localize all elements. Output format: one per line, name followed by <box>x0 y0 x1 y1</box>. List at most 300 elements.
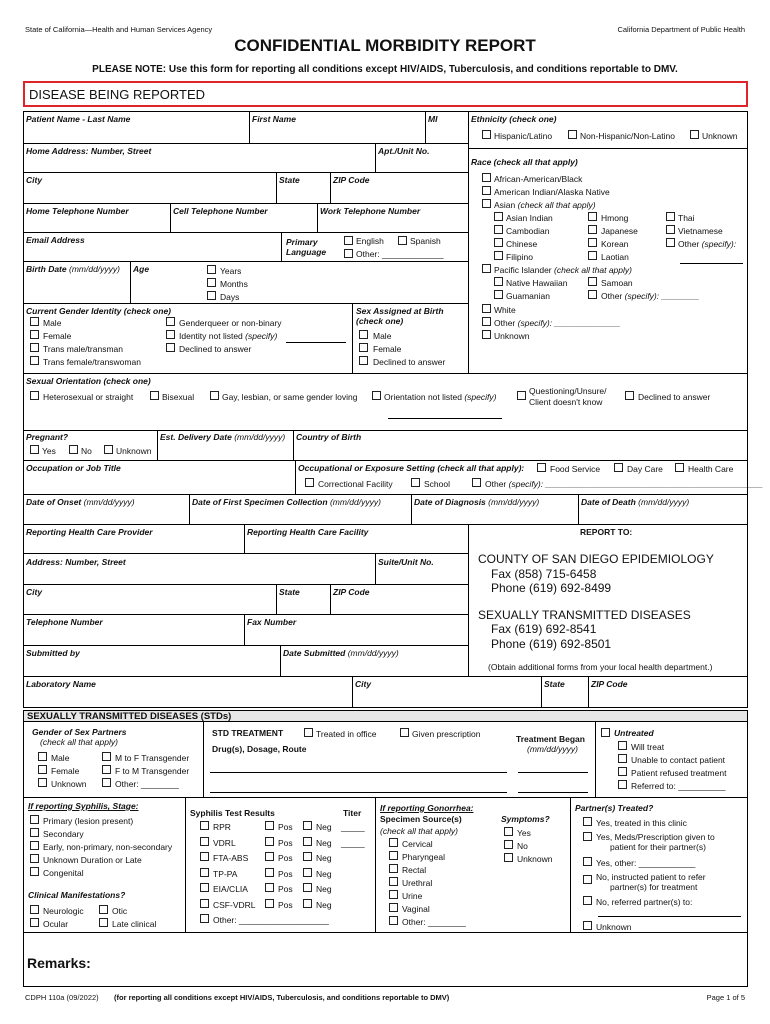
trans-female-checkbox[interactable] <box>30 356 39 365</box>
gonorrhea-label: If reporting Gonorrhea: <box>380 803 474 813</box>
rectal-checkbox[interactable] <box>389 864 398 873</box>
laotian-label: Laotian <box>601 252 629 262</box>
questioning-checkbox[interactable] <box>517 391 526 400</box>
cell-phone-label: Cell Telephone Number <box>173 206 268 216</box>
f-to-m-checkbox[interactable] <box>102 765 111 774</box>
english-label: English <box>356 236 384 246</box>
refused-label: Patient refused treatment <box>631 768 727 778</box>
race-other-text: Other <box>494 318 516 328</box>
rpr-pos-label: Pos <box>278 822 293 832</box>
pacific-islander-note: (check all that apply) <box>554 265 632 275</box>
lab-name-label: Laboratory Name <box>26 679 96 689</box>
orientation-not-listed-checkbox[interactable] <box>372 391 381 400</box>
onset-date-format: (mm/dd/yyyy) <box>83 497 135 507</box>
thai-checkbox[interactable] <box>666 212 675 221</box>
race-other-label <box>494 318 621 328</box>
questioning-label-2: Client doesn't know <box>529 397 603 407</box>
chinese-label: Chinese <box>506 239 538 249</box>
refused-checkbox[interactable] <box>618 767 627 776</box>
csf-vdrl-neg-checkbox[interactable] <box>303 899 312 908</box>
provider-label: Reporting Health Care Provider <box>26 527 153 537</box>
gender-declined-label: Declined to answer <box>179 344 252 354</box>
days-checkbox[interactable] <box>207 291 216 300</box>
non-hispanic-label: Non-Hispanic/Non-Latino <box>580 131 675 141</box>
partner-unknown-checkbox[interactable] <box>38 778 47 787</box>
vdrl-pos-label: Pos <box>278 837 293 848</box>
vdrl-titer-blank[interactable]: _____ <box>341 837 365 848</box>
symptoms-no-checkbox[interactable] <box>504 840 513 849</box>
orientation-label: Sexual Orientation (check one) <box>26 376 151 386</box>
provider-zip-label: ZIP Code <box>333 587 370 597</box>
facility-label: Reporting Health Care Facility <box>247 527 369 537</box>
rpr-titer-blank[interactable]: _____ <box>341 822 365 832</box>
pt-no-referred-checkbox[interactable] <box>583 896 592 905</box>
tp-pa-pos-label: Pos <box>278 868 293 879</box>
hispanic-label: Hispanic/Latino <box>494 131 553 141</box>
unable-contact-checkbox[interactable] <box>618 754 627 763</box>
unable-contact-label: Unable to contact patient <box>631 755 726 765</box>
days-label: Days <box>220 292 240 302</box>
vaginal-label: Vaginal <box>402 904 430 914</box>
partner-female-checkbox[interactable] <box>38 765 47 774</box>
genderqueer-label: Genderqueer or non-binary <box>179 318 282 328</box>
country-birth-label: Country of Birth <box>296 432 362 442</box>
birth-date-text: Birth Date <box>26 264 67 274</box>
drugs-label: Drug(s), Dosage, Route <box>212 744 307 754</box>
race-african-label: African-American/Black <box>494 174 583 184</box>
unknown-duration-checkbox[interactable] <box>30 854 39 863</box>
will-treat-checkbox[interactable] <box>618 741 627 750</box>
primary-checkbox[interactable] <box>30 815 39 824</box>
primary-language-label-2: Language <box>286 247 327 257</box>
race-label: Race (check all that apply) <box>471 157 578 167</box>
race-american-indian-label: American Indian/Alaska Native <box>494 187 610 197</box>
referred-label: Referred to: __________ <box>631 781 726 791</box>
genderqueer-checkbox[interactable] <box>166 317 175 326</box>
gender-identity-label: Current Gender Identity (check one) <box>26 306 171 316</box>
csf-vdrl-neg-label: Neg <box>316 899 332 910</box>
pi-other-label <box>601 291 699 301</box>
pt-yes-other-checkbox[interactable] <box>583 857 592 866</box>
diagnosis-date-text: Date of Diagnosis <box>414 497 486 507</box>
std-dept-fax: Fax (619) 692-8541 <box>491 622 597 636</box>
laotian-checkbox[interactable] <box>588 251 597 260</box>
treated-office-checkbox[interactable] <box>304 728 313 737</box>
gender-female-label: Female <box>43 331 72 341</box>
eia-clia-pos-checkbox[interactable] <box>265 883 274 892</box>
home-address-label: Home Address: Number, Street <box>26 146 152 156</box>
specimen-date-label <box>192 497 381 507</box>
identity-not-listed-specify: (specify) <box>245 331 278 341</box>
eia-clia-label: EIA/CLIA <box>213 884 248 894</box>
ethnicity-unknown-checkbox[interactable] <box>690 130 699 139</box>
neurologic-checkbox[interactable] <box>30 905 39 914</box>
samoan-label: Samoan <box>601 278 633 288</box>
page-number: Page 1 of 5 <box>706 993 745 1002</box>
tp-pa-neg-checkbox[interactable] <box>303 868 312 877</box>
partners-treated-label: Partner(s) Treated? <box>575 803 654 813</box>
untreated-checkbox[interactable] <box>601 728 610 737</box>
orientation-not-listed-specify: (specify) <box>464 392 497 402</box>
diagnosis-date-format: (mm/dd/yyyy) <box>488 497 540 507</box>
english-checkbox[interactable] <box>344 236 353 245</box>
identity-not-listed-text: Identity not listed <box>179 331 243 341</box>
untreated-label: Untreated <box>614 728 654 738</box>
treatment-began-label: Treatment Began <box>516 734 585 744</box>
provider-fax-label: Fax Number <box>247 617 297 627</box>
eia-clia-neg-label: Neg <box>316 884 332 894</box>
pt-no-referred-label: No, referred partner(s) to: <box>596 897 693 907</box>
onset-date-label <box>26 497 135 507</box>
gender-male-checkbox[interactable] <box>30 317 39 326</box>
tp-pa-neg-label: Neg <box>316 868 332 879</box>
otic-label: Otic <box>112 906 128 916</box>
occupation-label: Occupation or Job Title <box>26 463 121 473</box>
cambodian-checkbox[interactable] <box>494 225 503 234</box>
school-label: School <box>424 479 450 489</box>
county-epi-label: COUNTY OF SAN DIEGO EPIDEMIOLOGY <box>478 552 714 566</box>
race-white-label: White <box>494 305 516 315</box>
pt-unknown-checkbox[interactable] <box>583 921 592 930</box>
ethnicity-unknown-label: Unknown <box>702 131 738 141</box>
fta-abs-neg-label: Neg <box>316 853 332 863</box>
form-title: CONFIDENTIAL MORBIDITY REPORT <box>234 36 536 55</box>
race-asian-checkbox[interactable] <box>482 199 491 208</box>
pt-clinic-label: Yes, treated in this clinic <box>596 818 687 828</box>
drugs-blank-1[interactable] <box>210 772 507 773</box>
date-submitted-format: (mm/dd/yyyy) <box>347 648 399 658</box>
unknown-duration-label: Unknown Duration or Late <box>43 855 142 865</box>
pregnant-no-checkbox[interactable] <box>69 445 78 454</box>
partner-male-label: Male <box>51 753 70 763</box>
orientation-not-listed-text: Orientation not listed <box>384 392 462 402</box>
sb-female-label: Female <box>373 344 402 354</box>
eia-clia-pos-label: Pos <box>278 884 293 894</box>
asian-other-checkbox[interactable] <box>666 238 675 247</box>
food-service-checkbox[interactable] <box>537 463 546 472</box>
pt-referred-blank[interactable] <box>598 916 741 917</box>
years-checkbox[interactable] <box>207 265 216 274</box>
vdrl-checkbox[interactable] <box>200 837 209 846</box>
years-label: Years <box>220 266 242 276</box>
pharyngeal-checkbox[interactable] <box>389 851 398 860</box>
treatment-date-blank-1[interactable] <box>518 772 588 773</box>
months-checkbox[interactable] <box>207 278 216 287</box>
csf-vdrl-pos-checkbox[interactable] <box>265 899 274 908</box>
rpr-pos-checkbox[interactable] <box>265 821 274 830</box>
pregnant-yes-checkbox[interactable] <box>30 445 39 454</box>
gay-label: Gay, lesbian, or same gender loving <box>222 392 358 402</box>
email-label: Email Address <box>26 235 85 245</box>
hetero-label: Heterosexual or straight <box>43 392 134 402</box>
urethral-label: Urethral <box>402 878 433 888</box>
will-treat-label: Will treat <box>631 742 665 752</box>
pregnant-unknown-checkbox[interactable] <box>104 445 113 454</box>
apt-label: Apt./Unit No. <box>378 146 430 156</box>
race-asian-label <box>494 200 596 210</box>
specimen-date-text: Date of First Specimen Collection <box>192 497 328 507</box>
pregnant-no-label: No <box>81 446 92 456</box>
early-checkbox[interactable] <box>30 841 39 850</box>
county-epi-fax: Fax (858) 715-6458 <box>491 567 597 581</box>
tp-pa-checkbox[interactable] <box>200 868 209 877</box>
occupation-other-specify: (specify): ______________________________________________ <box>508 479 763 489</box>
non-hispanic-checkbox[interactable] <box>568 130 577 139</box>
mi-label: MI <box>428 114 438 124</box>
asian-indian-checkbox[interactable] <box>494 212 503 221</box>
csf-vdrl-label: CSF-VDRL <box>213 899 256 910</box>
eia-clia-neg-checkbox[interactable] <box>303 883 312 892</box>
m-to-f-checkbox[interactable] <box>102 752 111 761</box>
otic-checkbox[interactable] <box>99 905 108 914</box>
correctional-checkbox[interactable] <box>305 478 314 487</box>
race-unknown-checkbox[interactable] <box>482 330 491 339</box>
pregnant-unknown-label: Unknown <box>116 446 152 456</box>
referred-checkbox[interactable] <box>618 780 627 789</box>
urethral-checkbox[interactable] <box>389 877 398 886</box>
early-label: Early, non-primary, non-secondary <box>43 842 173 852</box>
orientation-specify-blank[interactable] <box>388 418 502 419</box>
secondary-checkbox[interactable] <box>30 828 39 837</box>
symptoms-no-label: No <box>517 841 528 851</box>
disease-field[interactable] <box>23 81 748 107</box>
partner-other-label: Other: ________ <box>115 779 179 789</box>
spanish-label: Spanish <box>410 236 441 246</box>
work-phone-label: Work Telephone Number <box>320 206 421 216</box>
death-date-format: (mm/dd/yyyy) <box>638 497 690 507</box>
provider-city-label: City <box>26 587 43 597</box>
form-note: PLEASE NOTE: Use this form for reporting all conditions except HIV/AIDS, Tuberculosis, and conditions reportable to DMV. <box>92 64 678 75</box>
birth-date-format: (mm/dd/yyyy) <box>69 264 120 274</box>
csf-vdrl-pos-label: Pos <box>278 899 293 910</box>
sex-birth-label: Sex Assigned at Birth <box>356 306 444 316</box>
questioning-label: Questioning/Unsure/ <box>529 386 607 396</box>
suite-label: Suite/Unit No. <box>378 557 434 567</box>
asian-other-blank[interactable] <box>680 263 743 264</box>
pacific-islander-checkbox[interactable] <box>482 264 491 273</box>
department-label: California Department of Public Health <box>617 25 745 34</box>
sb-declined-label: Declined to answer <box>373 357 446 367</box>
symptoms-unknown-checkbox[interactable] <box>504 853 513 862</box>
congenital-label: Congenital <box>43 868 84 878</box>
race-other-checkbox[interactable] <box>482 317 491 326</box>
race-other-specify: (specify): ______________ <box>517 318 621 328</box>
trans-male-checkbox[interactable] <box>30 343 39 352</box>
sb-female-checkbox[interactable] <box>359 343 368 352</box>
pregnant-label: Pregnant? <box>26 432 69 442</box>
tp-pa-label: TP-PA <box>213 868 238 879</box>
test-other-checkbox[interactable] <box>200 914 209 923</box>
sb-declined-checkbox[interactable] <box>359 356 368 365</box>
lang-other-label: Other: _____________ <box>356 249 444 259</box>
japanese-checkbox[interactable] <box>588 225 597 234</box>
specimen-date-format: (mm/dd/yyyy) <box>329 497 381 507</box>
remarks-label: Remarks: <box>27 955 91 971</box>
fta-abs-neg-checkbox[interactable] <box>303 852 312 861</box>
japanese-label: Japanese <box>601 226 638 236</box>
vdrl-label: VDRL <box>213 837 236 848</box>
samoan-checkbox[interactable] <box>588 277 597 286</box>
rpr-checkbox[interactable] <box>200 821 209 830</box>
syphilis-tests-label: Syphilis Test Results <box>190 808 275 818</box>
urine-checkbox[interactable] <box>389 890 398 899</box>
syphilis-stage-label: If reporting Syphilis, Stage: <box>28 801 139 811</box>
eia-clia-checkbox[interactable] <box>200 883 209 892</box>
lab-city-label: City <box>355 679 372 689</box>
chinese-checkbox[interactable] <box>494 238 503 247</box>
native-hawaiian-checkbox[interactable] <box>494 277 503 286</box>
f-to-m-label: F to M Transgender <box>115 766 190 776</box>
symptoms-label: Symptoms? <box>501 814 550 824</box>
congenital-checkbox[interactable] <box>30 867 39 876</box>
vaginal-checkbox[interactable] <box>389 903 398 912</box>
pregnant-yes-label: Yes <box>42 446 56 456</box>
last-name-label: Patient Name - Last Name <box>26 114 131 124</box>
identity-specify-blank[interactable] <box>286 342 346 343</box>
vdrl-neg-checkbox[interactable] <box>303 837 312 846</box>
race-white-checkbox[interactable] <box>482 304 491 313</box>
occupation-other-checkbox[interactable] <box>472 478 481 487</box>
hmong-label: Hmong <box>601 213 629 223</box>
symptoms-yes-label: Yes <box>517 828 531 838</box>
delivery-date-label <box>160 432 285 442</box>
footer-note: (for reporting all conditions except HIV/AIDS, Tuberculosis, and conditions reportable to DMV) <box>114 993 450 1002</box>
partner-male-checkbox[interactable] <box>38 752 47 761</box>
sb-male-checkbox[interactable] <box>359 330 368 339</box>
trans-male-label: Trans male/transman <box>43 344 123 354</box>
bisexual-checkbox[interactable] <box>150 391 159 400</box>
hmong-checkbox[interactable] <box>588 212 597 221</box>
gender-declined-checkbox[interactable] <box>166 343 175 352</box>
vietnamese-checkbox[interactable] <box>666 225 675 234</box>
lang-other-checkbox[interactable] <box>344 249 353 258</box>
asian-other-specify: (specify): <box>701 239 737 249</box>
trans-female-label: Trans female/transwoman <box>43 357 141 367</box>
form-id: CDPH 110a (09/2022) <box>25 993 99 1002</box>
pt-unknown-label: Unknown <box>596 922 632 932</box>
rpr-neg-label: Neg <box>316 822 332 832</box>
filipino-label: Filipino <box>506 252 533 262</box>
source-other-checkbox[interactable] <box>389 916 398 925</box>
submitted-by-label: Submitted by <box>26 648 80 658</box>
hetero-checkbox[interactable] <box>30 391 39 400</box>
pi-other-checkbox[interactable] <box>588 290 597 299</box>
drugs-blank-2[interactable] <box>210 792 507 793</box>
m-to-f-label: M to F Transgender <box>115 753 190 763</box>
vietnamese-label: Vietnamese <box>678 226 723 236</box>
vdrl-pos-checkbox[interactable] <box>265 837 274 846</box>
pt-clinic-checkbox[interactable] <box>583 817 592 826</box>
health-care-checkbox[interactable] <box>675 463 684 472</box>
primary-language-label: Primary <box>286 237 318 247</box>
test-other-label: Other: ___________________ <box>213 915 329 925</box>
provider-address-label: Address: Number, Street <box>26 557 126 567</box>
partner-female-label: Female <box>51 766 80 776</box>
std-section-header <box>23 710 748 722</box>
clinical-manifestations-label: Clinical Manifestations? <box>28 890 126 900</box>
tp-pa-pos-checkbox[interactable] <box>265 868 274 877</box>
orientation-declined-checkbox[interactable] <box>625 391 634 400</box>
identity-not-listed-checkbox[interactable] <box>166 330 175 339</box>
sex-partners-label: Gender of Sex Partners <box>32 727 127 737</box>
secondary-label: Secondary <box>43 829 84 839</box>
state-label: State <box>279 175 300 185</box>
pacific-islander-text: Pacific Islander <box>494 265 552 275</box>
day-care-checkbox[interactable] <box>614 463 623 472</box>
identity-not-listed-label <box>179 331 277 341</box>
gender-female-checkbox[interactable] <box>30 330 39 339</box>
sex-birth-label-2: (check one) <box>356 316 404 326</box>
partner-other-checkbox[interactable] <box>102 778 111 787</box>
std-section-title: SEXUALLY TRANSMITTED DISEASES (STDs) <box>27 711 232 722</box>
agency-label: State of California—Health and Human Services Agency <box>25 25 213 34</box>
late-clinical-checkbox[interactable] <box>99 918 108 927</box>
thai-label: Thai <box>678 213 695 223</box>
day-care-label: Day Care <box>627 464 663 474</box>
asian-other-label <box>678 239 736 249</box>
race-asian-note: (check all that apply) <box>517 200 596 210</box>
correctional-label: Correctional Facility <box>318 479 393 489</box>
gay-checkbox[interactable] <box>210 391 219 400</box>
health-care-label: Health Care <box>688 464 734 474</box>
filipino-checkbox[interactable] <box>494 251 503 260</box>
cervical-checkbox[interactable] <box>389 838 398 847</box>
pacific-islander-label <box>494 265 632 275</box>
specimen-source-label: Specimen Source(s) <box>380 814 462 824</box>
pt-yes-other-label: Yes, other: ____________ <box>596 858 696 868</box>
hispanic-checkbox[interactable] <box>482 130 491 139</box>
delivery-date-format: (mm/dd/yyyy) <box>234 432 286 442</box>
fta-abs-label: FTA-ABS <box>213 853 249 863</box>
cambodian-label: Cambodian <box>506 226 550 236</box>
obtain-forms-note: (Obtain additional forms from your local health department.) <box>488 662 713 672</box>
csf-vdrl-checkbox[interactable] <box>200 899 209 908</box>
symptoms-yes-checkbox[interactable] <box>504 827 513 836</box>
fta-abs-pos-checkbox[interactable] <box>265 852 274 861</box>
guamanian-checkbox[interactable] <box>494 290 503 299</box>
county-epi-phone: Phone (619) 692-8499 <box>491 581 612 595</box>
race-unknown-label: Unknown <box>494 331 530 341</box>
asian-other-text: Other <box>678 239 700 249</box>
fta-abs-checkbox[interactable] <box>200 852 209 861</box>
titer-label: Titer <box>343 808 362 818</box>
fta-abs-pos-label: Pos <box>278 853 293 863</box>
occupation-other-text: Other <box>485 479 507 489</box>
race-american-indian-checkbox[interactable] <box>482 186 491 195</box>
death-date-text: Date of Death <box>581 497 636 507</box>
rpr-neg-checkbox[interactable] <box>303 821 312 830</box>
spanish-checkbox[interactable] <box>398 236 407 245</box>
pt-meds-checkbox[interactable] <box>583 832 592 841</box>
school-checkbox[interactable] <box>411 478 420 487</box>
ocular-checkbox[interactable] <box>30 918 39 927</box>
pt-no-instructed-checkbox[interactable] <box>583 875 592 884</box>
lab-zip-label: ZIP Code <box>591 679 628 689</box>
ethnicity-label: Ethnicity (check one) <box>471 114 557 124</box>
race-african-checkbox[interactable] <box>482 173 491 182</box>
sex-partners-note: (check all that apply) <box>40 737 118 747</box>
given-rx-checkbox[interactable] <box>400 728 409 737</box>
korean-label: Korean <box>601 239 629 249</box>
korean-checkbox[interactable] <box>588 238 597 247</box>
primary-label: Primary (lesion present) <box>43 816 134 826</box>
ocular-label: Ocular <box>43 919 69 929</box>
treatment-date-blank-2[interactable] <box>518 792 588 793</box>
city-label: City <box>26 175 43 185</box>
asian-indian-label: Asian Indian <box>506 213 553 223</box>
pt-meds-label: Yes, Meds/Prescription given to <box>596 832 715 842</box>
sb-male-label: Male <box>373 331 392 341</box>
